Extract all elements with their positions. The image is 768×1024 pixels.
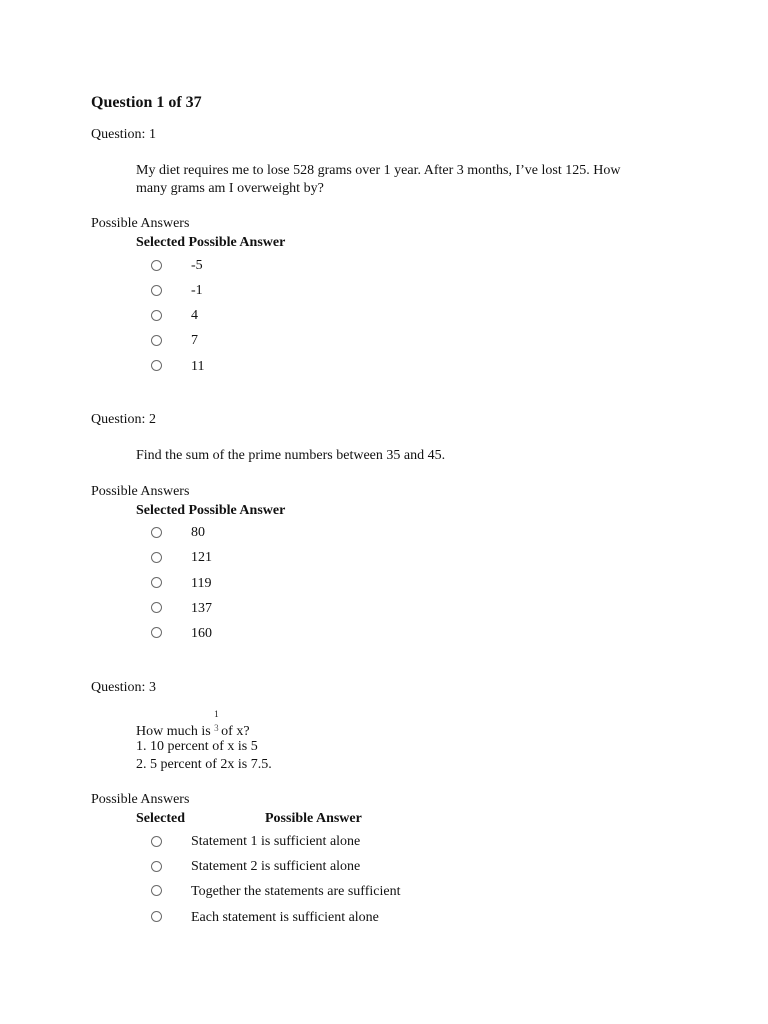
- answer-text: 80: [191, 525, 205, 540]
- column-header-selected-possible-answer: Selected Possible Answer: [136, 503, 286, 518]
- question-3-text-suffix: of x?: [221, 724, 250, 739]
- fraction-denominator: 3: [214, 723, 219, 733]
- column-header-selected-possible-answer: Selected Possible Answer: [136, 235, 286, 250]
- question-3-statement-2: 2. 5 percent of 2x is 7.5.: [136, 757, 272, 772]
- question-3-statement-1: 1. 10 percent of x is 5: [136, 739, 258, 754]
- question-1-label: Question: 1: [91, 127, 156, 142]
- radio-button[interactable]: [151, 602, 162, 613]
- question-3-label: Question: 3: [91, 680, 156, 695]
- column-header-possible-answer: Possible Answer: [265, 811, 362, 826]
- answer-text: -5: [191, 258, 203, 273]
- answer-text: Together the statements are sufficient: [191, 884, 401, 899]
- answer-text: Statement 2 is sufficient alone: [191, 859, 361, 874]
- possible-answers-heading: Possible Answers: [91, 216, 190, 231]
- radio-button[interactable]: [151, 527, 162, 538]
- page-title: Question 1 of 37: [91, 94, 202, 111]
- answer-text: Statement 1 is sufficient alone: [191, 834, 361, 849]
- radio-button[interactable]: [151, 836, 162, 847]
- answer-text: 121: [191, 550, 212, 565]
- fraction-numerator: 1: [214, 709, 219, 719]
- radio-button[interactable]: [151, 885, 162, 896]
- question-1-text-line1: My diet requires me to lose 528 grams over 1 year. After 3 months, I’ve lost 125. How: [136, 163, 621, 178]
- radio-button[interactable]: [151, 627, 162, 638]
- answer-text: 7: [191, 333, 198, 348]
- answer-text: Each statement is sufficient alone: [191, 910, 379, 925]
- question-2-text: Find the sum of the prime numbers between 35 and 45.: [136, 448, 446, 463]
- answer-text: 137: [191, 601, 212, 616]
- radio-button[interactable]: [151, 260, 162, 271]
- radio-button[interactable]: [151, 911, 162, 922]
- radio-button[interactable]: [151, 577, 162, 588]
- question-1-text-line2: many grams am I overweight by?: [136, 181, 324, 196]
- answer-text: 160: [191, 626, 212, 641]
- possible-answers-heading: Possible Answers: [91, 484, 190, 499]
- answer-text: 11: [191, 359, 205, 374]
- answer-text: 4: [191, 308, 198, 323]
- possible-answers-heading: Possible Answers: [91, 792, 190, 807]
- column-header-selected: Selected: [136, 811, 185, 826]
- answer-text: 119: [191, 576, 212, 591]
- question-3-text-prefix: How much is: [136, 724, 215, 739]
- radio-button[interactable]: [151, 285, 162, 296]
- question-3-text: [136, 709, 250, 740]
- radio-button[interactable]: [151, 310, 162, 321]
- fraction: [214, 709, 221, 735]
- radio-button[interactable]: [151, 360, 162, 371]
- question-2-label: Question: 2: [91, 412, 156, 427]
- answer-text: -1: [191, 283, 203, 298]
- radio-button[interactable]: [151, 552, 162, 563]
- radio-button[interactable]: [151, 335, 162, 346]
- radio-button[interactable]: [151, 861, 162, 872]
